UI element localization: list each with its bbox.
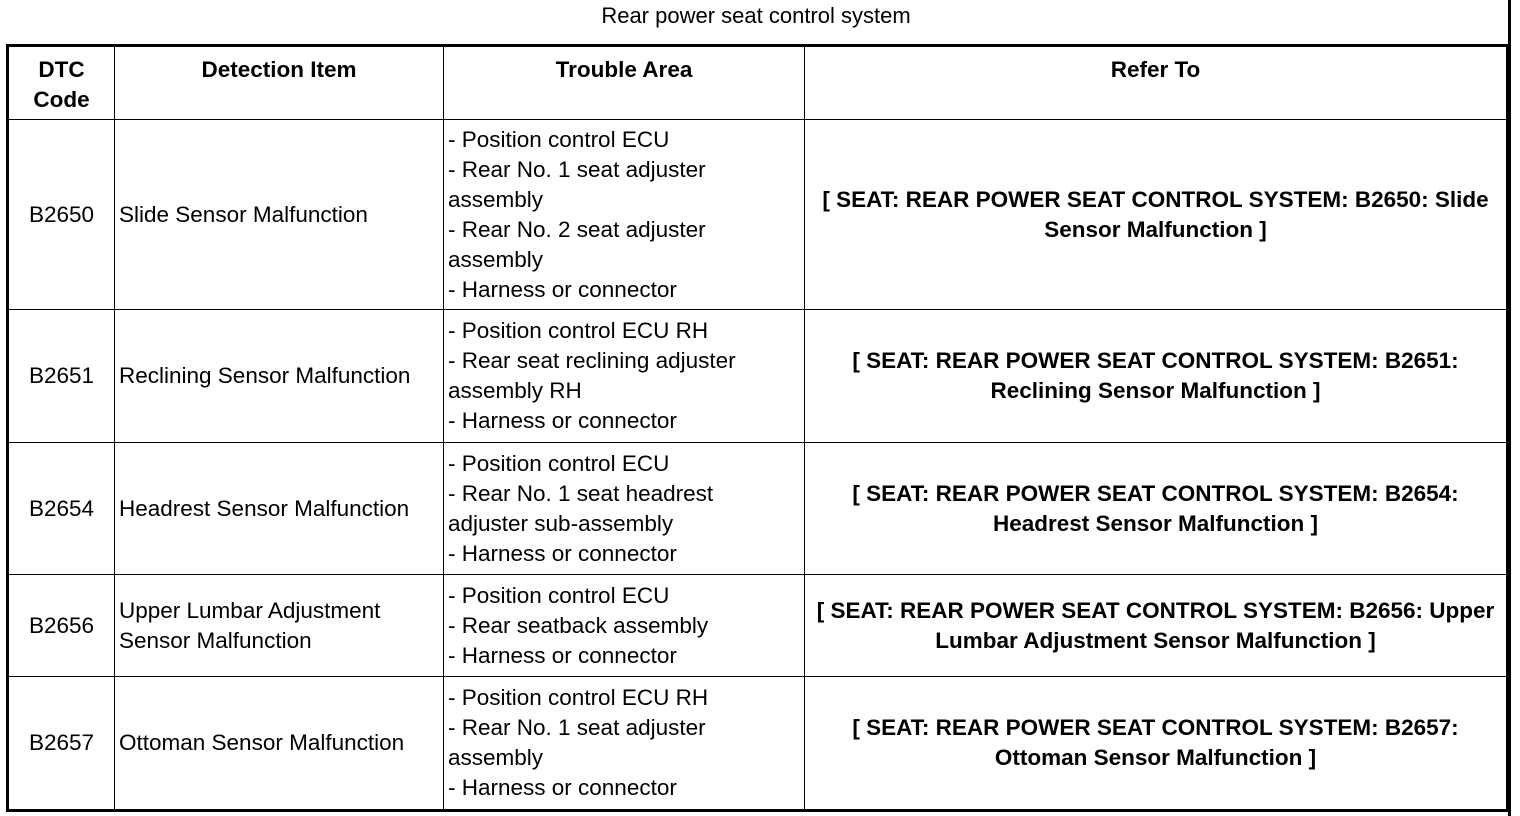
dtc-code-cell: B2650 xyxy=(8,120,115,310)
header-refer-to: Refer To xyxy=(805,46,1508,120)
trouble-area-line: - Harness or connector xyxy=(448,775,677,800)
refer-to-link-text: [ SEAT: REAR POWER SEAT CONTROL SYSTEM: B2657: Ottoman Sensor Malfunction ] xyxy=(852,715,1459,770)
trouble-area-line: - Rear No. 1 seat headrest xyxy=(448,480,714,506)
trouble-area-cell xyxy=(444,575,805,677)
refer-to-cell xyxy=(805,310,1508,443)
refer-to-cell xyxy=(805,575,1508,677)
refer-to-cell xyxy=(805,120,1508,310)
trouble-area-line: assembly xyxy=(448,246,544,272)
trouble-area-cell xyxy=(444,120,805,310)
trouble-area-line: assembly xyxy=(448,745,544,770)
trouble-area-line: - Position control ECU RH xyxy=(448,318,709,343)
refer-to-link-text: [ SEAT: REAR POWER SEAT CONTROL SYSTEM: B2656: Upper Lumbar Adjustment Sensor Malfunction ] xyxy=(816,597,1495,653)
header-trouble-area: Trouble Area xyxy=(444,46,805,120)
trouble-area-line: - Harness or connector xyxy=(448,276,677,302)
table-row xyxy=(8,310,1508,443)
table-row xyxy=(8,120,1508,310)
trouble-area-line: - Harness or connector xyxy=(448,642,677,668)
page-title: Rear power seat control system xyxy=(601,3,911,28)
trouble-area-line: assembly xyxy=(448,186,544,212)
trouble-area-line: assembly RH xyxy=(448,378,582,403)
trouble-area-cell xyxy=(444,310,805,443)
detection-item-cell xyxy=(115,677,444,811)
table-row xyxy=(8,443,1508,575)
dtc-code-cell: B2654 xyxy=(8,443,115,575)
trouble-area-line: adjuster sub-assembly xyxy=(448,510,674,536)
trouble-area-line: - Position control ECU xyxy=(448,126,670,152)
dtc-code-cell: B2651 xyxy=(8,310,115,443)
trouble-area-line: - Rear No. 1 seat adjuster xyxy=(448,156,706,182)
trouble-area-line: - Rear No. 2 seat adjuster xyxy=(448,216,706,242)
trouble-area-line: - Position control ECU xyxy=(448,582,670,608)
trouble-area-line: - Rear seat reclining adjuster xyxy=(448,348,736,373)
trouble-area-cell xyxy=(444,443,805,575)
trouble-area-line: - Position control ECU xyxy=(448,450,670,476)
detection-item-cell xyxy=(115,575,444,677)
refer-to-link-text: [ SEAT: REAR POWER SEAT CONTROL SYSTEM: B2650: Slide Sensor Malfunction ] xyxy=(822,186,1489,242)
detection-item-cell xyxy=(115,310,444,443)
table-row xyxy=(8,575,1508,677)
table-header-row xyxy=(8,46,1508,120)
refer-to-cell xyxy=(805,443,1508,575)
header-detection-item: Detection Item xyxy=(115,46,444,120)
trouble-area-line: - Position control ECU RH xyxy=(448,685,709,710)
trouble-area-line: - Rear seatback assembly xyxy=(448,612,709,638)
detection-item-text: Reclining Sensor Malfunction xyxy=(119,363,411,388)
table-row xyxy=(8,677,1508,811)
detection-item-text: Upper Lumbar Adjustment Sensor Malfunction xyxy=(119,597,381,653)
refer-to-link-text: [ SEAT: REAR POWER SEAT CONTROL SYSTEM: B2654: Headrest Sensor Malfunction ] xyxy=(852,480,1459,536)
detection-item-cell xyxy=(115,443,444,575)
refer-to-cell xyxy=(805,677,1508,811)
detection-item-cell xyxy=(115,120,444,310)
trouble-area-line: - Harness or connector xyxy=(448,408,677,433)
trouble-area-cell xyxy=(444,677,805,811)
trouble-area-line: - Rear No. 1 seat adjuster xyxy=(448,715,706,740)
dtc-code-cell: B2657 xyxy=(8,677,115,811)
trouble-area-line: - Harness or connector xyxy=(448,540,677,566)
dtc-code-cell: B2656 xyxy=(8,575,115,677)
header-dtc-code: DTC Code xyxy=(8,46,115,120)
detection-item-text: Slide Sensor Malfunction xyxy=(119,201,368,227)
refer-to-link-text: [ SEAT: REAR POWER SEAT CONTROL SYSTEM: B2651: Reclining Sensor Malfunction ] xyxy=(852,348,1459,403)
dtc-table xyxy=(6,44,1509,812)
detection-item-text: Ottoman Sensor Malfunction xyxy=(119,730,405,755)
detection-item-text: Headrest Sensor Malfunction xyxy=(119,495,410,521)
